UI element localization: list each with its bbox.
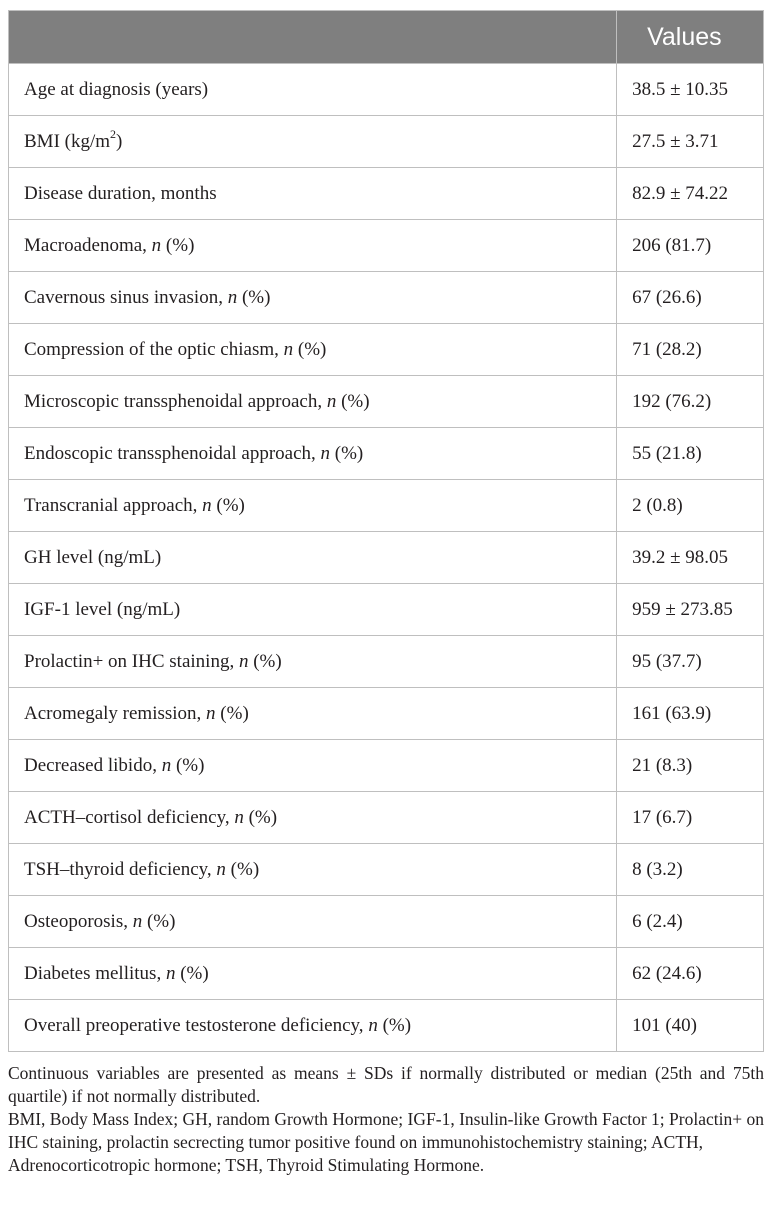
table-row	[9, 688, 764, 740]
row-value: 192 (76.2)	[617, 376, 764, 428]
label-text: Cavernous sinus invasion,	[24, 286, 228, 308]
label-suffix: (%)	[377, 1014, 412, 1036]
row-label	[9, 792, 617, 844]
table-row	[9, 64, 764, 116]
label-italic: n	[368, 1014, 378, 1036]
table-row	[9, 428, 764, 480]
label-suffix: (%)	[336, 390, 370, 412]
table-body	[9, 64, 764, 1052]
label-text: Endoscopic transsphenoidal approach,	[24, 442, 321, 464]
row-label	[9, 480, 617, 532]
label-text: Compression of the optic chiasm,	[24, 338, 284, 360]
table-row	[9, 844, 764, 896]
table-row	[9, 168, 764, 220]
row-value: 161 (63.9)	[617, 688, 764, 740]
table-row	[9, 740, 764, 792]
table-row	[9, 376, 764, 428]
row-value: 55 (21.8)	[617, 428, 764, 480]
row-label	[9, 896, 617, 948]
label-text: Macroadenoma,	[24, 234, 152, 256]
label-text: Decreased libido,	[24, 754, 162, 776]
row-label	[9, 844, 617, 896]
characteristics-table	[8, 10, 764, 1052]
row-value: 62 (24.6)	[617, 948, 764, 1000]
row-value: 101 (40)	[617, 1000, 764, 1052]
label-text: Diabetes mellitus,	[24, 962, 166, 984]
label-text: Overall preoperative testosterone deficiency,	[24, 1014, 369, 1036]
table-container	[8, 10, 764, 1052]
row-label	[9, 948, 617, 1000]
row-label	[9, 64, 617, 116]
table-row	[9, 220, 764, 272]
row-value: 38.5 ± 10.35	[617, 64, 764, 116]
table-row	[9, 948, 764, 1000]
row-value: 71 (28.2)	[617, 324, 764, 376]
row-value: 27.5 ± 3.71	[617, 116, 764, 168]
row-value: 67 (26.6)	[617, 272, 764, 324]
label-italic: n	[227, 286, 238, 308]
label-suffix: (%)	[248, 650, 282, 672]
table-row	[9, 532, 764, 584]
footnote-line-2: BMI, Body Mass Index; GH, random Growth Hormone; IGF-1, Insulin-like Growth Factor 1; Prolactin+ on IHC staining, prolactin secrecting tumor positive found on immunohistochemistry staining; ACTH, Adrenocorticotropic hormone; TSH, Thyroid Stimulating Hormone.	[8, 1109, 764, 1175]
label-italic: n	[326, 390, 337, 412]
label-suffix: (%)	[243, 806, 278, 828]
row-value: 39.2 ± 98.05	[617, 532, 764, 584]
table-row	[9, 896, 764, 948]
table-header-row	[9, 11, 764, 64]
label-text: ACTH–cortisol deficiency,	[24, 806, 235, 828]
row-label	[9, 636, 617, 688]
label-text: GH level (ng/mL)	[24, 546, 162, 568]
table-row	[9, 272, 764, 324]
label-suffix: (%)	[237, 286, 271, 308]
label-italic: n	[132, 910, 143, 932]
label-text: TSH–thyroid deficiency,	[24, 858, 217, 880]
label-text: Transcranial approach,	[24, 494, 203, 516]
label-text: Age at diagnosis (years)	[24, 78, 209, 100]
label-text: Microscopic transsphenoidal approach,	[24, 390, 327, 412]
row-value: 8 (3.2)	[617, 844, 764, 896]
label-italic: n	[234, 806, 244, 828]
label-italic: n	[216, 858, 226, 880]
header-variable	[9, 11, 617, 64]
table-row	[9, 636, 764, 688]
row-value: 95 (37.7)	[617, 636, 764, 688]
row-value: 2 (0.8)	[617, 480, 764, 532]
label-suffix: (%)	[225, 858, 260, 880]
label-suffix: (%)	[171, 754, 205, 776]
label-text: IGF-1 level (ng/mL)	[24, 598, 181, 620]
table-row	[9, 792, 764, 844]
label-text: Acromegaly remission,	[24, 702, 207, 724]
label-text: BMI (kg/m	[24, 130, 111, 152]
label-italic: n	[165, 962, 176, 984]
label-suffix: (%)	[293, 338, 327, 360]
row-value: 206 (81.7)	[617, 220, 764, 272]
row-label	[9, 168, 617, 220]
row-value: 959 ± 273.85	[617, 584, 764, 636]
row-label	[9, 740, 617, 792]
label-suffix: (%)	[211, 494, 245, 516]
label-italic: n	[320, 442, 331, 464]
table-footnotes	[8, 1062, 764, 1177]
row-label	[9, 532, 617, 584]
label-suffix: (%)	[142, 910, 176, 932]
table-row	[9, 324, 764, 376]
row-value: 21 (8.3)	[617, 740, 764, 792]
label-italic: n	[202, 494, 212, 516]
label-superscript: 2	[110, 126, 117, 141]
row-value: 17 (6.7)	[617, 792, 764, 844]
label-tail: )	[116, 130, 123, 152]
row-label	[9, 376, 617, 428]
label-italic: n	[238, 650, 249, 672]
header-values: Values	[617, 11, 764, 64]
label-italic: n	[283, 338, 294, 360]
row-label	[9, 584, 617, 636]
row-label	[9, 324, 617, 376]
label-italic: n	[161, 754, 172, 776]
label-text: Prolactin+ on IHC staining,	[24, 650, 239, 672]
table-row	[9, 1000, 764, 1052]
label-italic: n	[151, 234, 162, 256]
table-row	[9, 584, 764, 636]
row-label	[9, 220, 617, 272]
row-label	[9, 1000, 617, 1052]
row-label	[9, 428, 617, 480]
label-suffix: (%)	[175, 962, 209, 984]
label-suffix: (%)	[215, 702, 249, 724]
label-text: Osteoporosis,	[24, 910, 133, 932]
row-value: 6 (2.4)	[617, 896, 764, 948]
label-suffix: (%)	[161, 234, 195, 256]
footnote-line-1: Continuous variables are presented as means ± SDs if normally distributed or median (25th and 75th quartile) if not normally distributed.	[8, 1063, 764, 1106]
table-row	[9, 480, 764, 532]
row-value: 82.9 ± 74.22	[617, 168, 764, 220]
row-label	[9, 688, 617, 740]
label-suffix: (%)	[330, 442, 364, 464]
label-text: Disease duration, months	[24, 182, 217, 204]
label-italic: n	[206, 702, 216, 724]
table-row	[9, 116, 764, 168]
row-label	[9, 272, 617, 324]
row-label	[9, 116, 617, 168]
